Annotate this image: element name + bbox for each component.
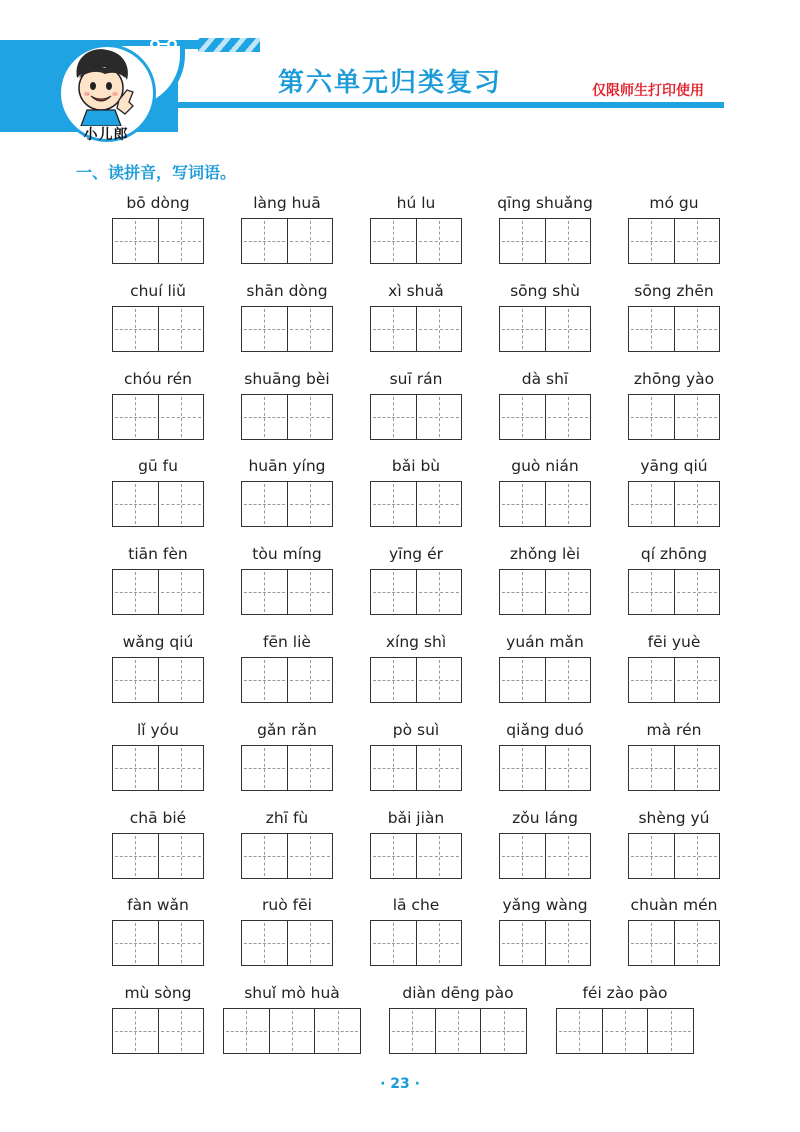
writing-grid[interactable] <box>628 657 720 703</box>
tianzige-square[interactable] <box>371 307 417 351</box>
tianzige-square[interactable] <box>629 307 675 351</box>
writing-grid[interactable] <box>241 481 333 527</box>
pinyin-label: bǎi bù <box>391 457 441 476</box>
tianzige-square[interactable] <box>500 482 546 526</box>
pinyin-label: mù sòng <box>124 984 192 1003</box>
pinyin-label: gǎn rǎn <box>257 720 317 739</box>
tianzige-square[interactable] <box>288 482 333 526</box>
writing-grid[interactable] <box>370 833 462 879</box>
pinyin-label: zǒu láng <box>512 808 578 827</box>
pinyin-label: gū fu <box>138 457 178 476</box>
writing-grid[interactable] <box>223 1008 361 1054</box>
writing-grid[interactable] <box>241 394 333 440</box>
writing-grid[interactable] <box>389 1008 527 1054</box>
tianzige-square[interactable] <box>315 1009 360 1053</box>
tianzige-square[interactable] <box>500 395 546 439</box>
tianzige-square[interactable] <box>546 921 591 965</box>
tianzige-square[interactable] <box>500 219 546 263</box>
writing-grid[interactable] <box>370 657 462 703</box>
writing-grid[interactable] <box>112 306 204 352</box>
mascot-name: 小儿郎 <box>83 127 129 143</box>
writing-grid[interactable] <box>370 306 462 352</box>
writing-grid[interactable] <box>370 394 462 440</box>
tianzige-square[interactable] <box>629 395 675 439</box>
writing-grid[interactable] <box>241 833 333 879</box>
writing-grid[interactable] <box>499 218 591 264</box>
pinyin-label: zhǒng lèi <box>509 545 581 564</box>
tianzige-square[interactable] <box>436 1009 482 1053</box>
tianzige-square[interactable] <box>113 921 159 965</box>
tianzige-square[interactable] <box>500 834 546 878</box>
tianzige-square[interactable] <box>390 1009 436 1053</box>
tianzige-square[interactable] <box>629 570 675 614</box>
writing-grid[interactable] <box>499 657 591 703</box>
tianzige-square[interactable] <box>113 219 159 263</box>
writing-grid[interactable] <box>628 745 720 791</box>
tianzige-square[interactable] <box>242 746 288 790</box>
writing-grid[interactable] <box>370 920 462 966</box>
tianzige-square[interactable] <box>417 307 462 351</box>
tianzige-square[interactable] <box>546 219 591 263</box>
header-underline-bar <box>178 102 724 108</box>
tianzige-square[interactable] <box>417 570 462 614</box>
tianzige-square[interactable] <box>159 219 204 263</box>
pinyin-label: huān yíng <box>248 457 326 476</box>
tianzige-square[interactable] <box>629 834 675 878</box>
pinyin-label: fēi yuè <box>647 633 701 651</box>
pinyin-label: yīng ér <box>389 545 443 564</box>
tianzige-square[interactable] <box>417 834 462 878</box>
writing-grid[interactable] <box>241 657 333 703</box>
tianzige-square[interactable] <box>675 658 720 702</box>
pinyin-label: yāng qiú <box>640 457 708 476</box>
writing-grid[interactable] <box>628 306 720 352</box>
writing-grid[interactable] <box>241 569 333 615</box>
pinyin-label: tòu míng <box>252 545 322 564</box>
tianzige-square[interactable] <box>288 658 333 702</box>
tianzige-square[interactable] <box>417 482 462 526</box>
pinyin-label: ruò fēi <box>262 896 312 915</box>
pinyin-label: qīng shuǎng <box>497 194 593 212</box>
tianzige-square[interactable] <box>371 658 417 702</box>
writing-grid[interactable] <box>112 481 204 527</box>
tianzige-square[interactable] <box>159 746 204 790</box>
tianzige-square[interactable] <box>675 219 720 263</box>
tianzige-square[interactable] <box>557 1009 603 1053</box>
tianzige-square[interactable] <box>113 570 159 614</box>
tianzige-square[interactable] <box>371 482 417 526</box>
page-title: 第六单元归类复习 <box>278 68 503 98</box>
pinyin-label: mà rén <box>646 720 702 739</box>
pinyin-label: féi zào pào <box>582 984 668 1003</box>
writing-grid[interactable] <box>370 481 462 527</box>
tianzige-square[interactable] <box>675 395 720 439</box>
tianzige-square[interactable] <box>546 395 591 439</box>
section-title: 一、读拼音，写词语。 <box>76 163 237 182</box>
tianzige-square[interactable] <box>629 482 675 526</box>
pinyin-label: pò suì <box>392 720 440 739</box>
tianzige-square[interactable] <box>546 570 591 614</box>
tianzige-square[interactable] <box>371 219 417 263</box>
writing-grid[interactable] <box>628 218 720 264</box>
writing-grid[interactable] <box>112 657 204 703</box>
tianzige-square[interactable] <box>675 482 720 526</box>
pinyin-label: shèng yú <box>638 808 710 827</box>
writing-grid[interactable] <box>112 1008 204 1054</box>
pinyin-label: chuàn mén <box>630 896 718 915</box>
tianzige-square[interactable] <box>242 658 288 702</box>
writing-grid[interactable] <box>241 745 333 791</box>
tianzige-square[interactable] <box>113 834 159 878</box>
writing-grid[interactable] <box>370 569 462 615</box>
writing-grid[interactable] <box>628 920 720 966</box>
pinyin-label: chuí liǔ <box>130 281 186 300</box>
tianzige-square[interactable] <box>546 746 591 790</box>
tianzige-square[interactable] <box>675 307 720 351</box>
writing-grid[interactable] <box>241 306 333 352</box>
pinyin-label: guò nián <box>511 457 579 476</box>
tianzige-square[interactable] <box>417 746 462 790</box>
tianzige-square[interactable] <box>648 1009 693 1053</box>
pinyin-label: qí zhōng <box>640 545 708 564</box>
writing-grid[interactable] <box>499 920 591 966</box>
tianzige-square[interactable] <box>270 1009 316 1053</box>
writing-grid[interactable] <box>499 569 591 615</box>
tianzige-square[interactable] <box>242 482 288 526</box>
tianzige-square[interactable] <box>224 1009 270 1053</box>
tianzige-square[interactable] <box>417 395 462 439</box>
pinyin-label: sōng zhēn <box>634 281 714 300</box>
writing-grid[interactable] <box>370 218 462 264</box>
tianzige-square[interactable] <box>417 658 462 702</box>
tianzige-square[interactable] <box>288 921 333 965</box>
pinyin-label: lǐ yóu <box>136 720 180 739</box>
tianzige-square[interactable] <box>371 746 417 790</box>
writing-grid[interactable] <box>241 920 333 966</box>
tianzige-square[interactable] <box>159 395 204 439</box>
tianzige-square[interactable] <box>675 570 720 614</box>
pinyin-label: diàn dēng pào <box>402 984 514 1003</box>
tianzige-square[interactable] <box>546 834 591 878</box>
tianzige-square[interactable] <box>675 834 720 878</box>
tianzige-square[interactable] <box>417 921 462 965</box>
tianzige-square[interactable] <box>113 307 159 351</box>
tianzige-square[interactable] <box>288 834 333 878</box>
writing-grid[interactable] <box>628 481 720 527</box>
pinyin-label: xì shuǎ <box>388 281 444 300</box>
writing-grid[interactable] <box>499 833 591 879</box>
tianzige-square[interactable] <box>675 921 720 965</box>
tianzige-square[interactable] <box>159 307 204 351</box>
pinyin-label: dà shī <box>521 369 569 388</box>
tianzige-square[interactable] <box>242 395 288 439</box>
page-number: · 23 · <box>380 1076 420 1092</box>
tianzige-square[interactable] <box>500 307 546 351</box>
pinyin-label: zhōng yào <box>633 369 715 388</box>
pinyin-label: fēn liè <box>263 633 311 651</box>
tianzige-square[interactable] <box>159 921 204 965</box>
tianzige-square[interactable] <box>113 395 159 439</box>
pinyin-label: shuāng bèi <box>244 369 330 388</box>
pinyin-label: hú lu <box>396 194 436 212</box>
pinyin-label: lā che <box>392 896 440 915</box>
tianzige-square[interactable] <box>500 658 546 702</box>
pinyin-label: shān dòng <box>246 281 328 300</box>
tianzige-square[interactable] <box>242 219 288 263</box>
writing-grid[interactable] <box>112 745 204 791</box>
writing-grid[interactable] <box>499 481 591 527</box>
writing-grid[interactable] <box>112 394 204 440</box>
print-usage-note: 仅限师生打印使用 <box>592 83 704 99</box>
pinyin-label: chā bié <box>129 808 187 827</box>
tianzige-square[interactable] <box>371 834 417 878</box>
pinyin-label: yuán mǎn <box>506 633 584 651</box>
writing-grid[interactable] <box>370 745 462 791</box>
tianzige-square[interactable] <box>288 746 333 790</box>
tianzige-square[interactable] <box>500 570 546 614</box>
pinyin-label: sōng shù <box>510 281 580 300</box>
tianzige-square[interactable] <box>546 658 591 702</box>
tianzige-square[interactable] <box>159 1009 204 1053</box>
pinyin-label: bǎi jiàn <box>387 808 445 827</box>
writing-grid[interactable] <box>628 394 720 440</box>
tianzige-square[interactable] <box>242 570 288 614</box>
pinyin-label: qiǎng duó <box>506 720 584 739</box>
writing-grid[interactable] <box>112 218 204 264</box>
pinyin-label: chóu rén <box>124 369 192 388</box>
pinyin-label: bō dòng <box>126 194 190 212</box>
writing-grid[interactable] <box>556 1008 694 1054</box>
tianzige-square[interactable] <box>371 921 417 965</box>
tianzige-square[interactable] <box>159 570 204 614</box>
pinyin-label: wǎng qiú <box>122 633 194 651</box>
writing-grid[interactable] <box>112 569 204 615</box>
tianzige-square[interactable] <box>629 921 675 965</box>
tianzige-square[interactable] <box>242 834 288 878</box>
pinyin-label: shuǐ mò huà <box>244 984 340 1003</box>
tianzige-square[interactable] <box>113 482 159 526</box>
writing-grid[interactable] <box>628 569 720 615</box>
tianzige-square[interactable] <box>675 746 720 790</box>
tianzige-square[interactable] <box>159 482 204 526</box>
tianzige-square[interactable] <box>288 219 333 263</box>
tianzige-square[interactable] <box>603 1009 649 1053</box>
pinyin-label: xíng shì <box>385 633 447 651</box>
writing-grid[interactable] <box>499 394 591 440</box>
tianzige-square[interactable] <box>546 307 591 351</box>
tianzige-square[interactable] <box>242 307 288 351</box>
writing-grid[interactable] <box>241 218 333 264</box>
tianzige-square[interactable] <box>159 658 204 702</box>
tianzige-square[interactable] <box>288 395 333 439</box>
tianzige-square[interactable] <box>113 658 159 702</box>
tianzige-square[interactable] <box>500 746 546 790</box>
mascot-boy-icon <box>63 44 139 126</box>
tianzige-square[interactable] <box>629 219 675 263</box>
header-stripe-decoration <box>198 38 260 52</box>
tianzige-square[interactable] <box>288 570 333 614</box>
writing-grid[interactable] <box>499 306 591 352</box>
tianzige-square[interactable] <box>500 921 546 965</box>
tianzige-square[interactable] <box>113 746 159 790</box>
tianzige-square[interactable] <box>371 570 417 614</box>
tianzige-square[interactable] <box>113 1009 159 1053</box>
tianzige-square[interactable] <box>546 482 591 526</box>
tianzige-square[interactable] <box>242 921 288 965</box>
writing-grid[interactable] <box>112 833 204 879</box>
tianzige-square[interactable] <box>629 746 675 790</box>
writing-grid[interactable] <box>628 833 720 879</box>
tianzige-square[interactable] <box>629 658 675 702</box>
pinyin-label: yǎng wàng <box>502 896 588 915</box>
tianzige-square[interactable] <box>481 1009 526 1053</box>
pinyin-label: suī rán <box>389 369 443 388</box>
pinyin-label: mó gu <box>649 194 699 212</box>
pinyin-label: tiān fèn <box>128 545 188 564</box>
pinyin-label: làng huā <box>253 194 321 212</box>
tianzige-square[interactable] <box>417 219 462 263</box>
tianzige-square[interactable] <box>288 307 333 351</box>
writing-grid[interactable] <box>112 920 204 966</box>
pinyin-label: zhī fù <box>265 808 309 827</box>
tianzige-square[interactable] <box>371 395 417 439</box>
writing-grid[interactable] <box>499 745 591 791</box>
tianzige-square[interactable] <box>159 834 204 878</box>
pinyin-label: fàn wǎn <box>127 896 189 915</box>
